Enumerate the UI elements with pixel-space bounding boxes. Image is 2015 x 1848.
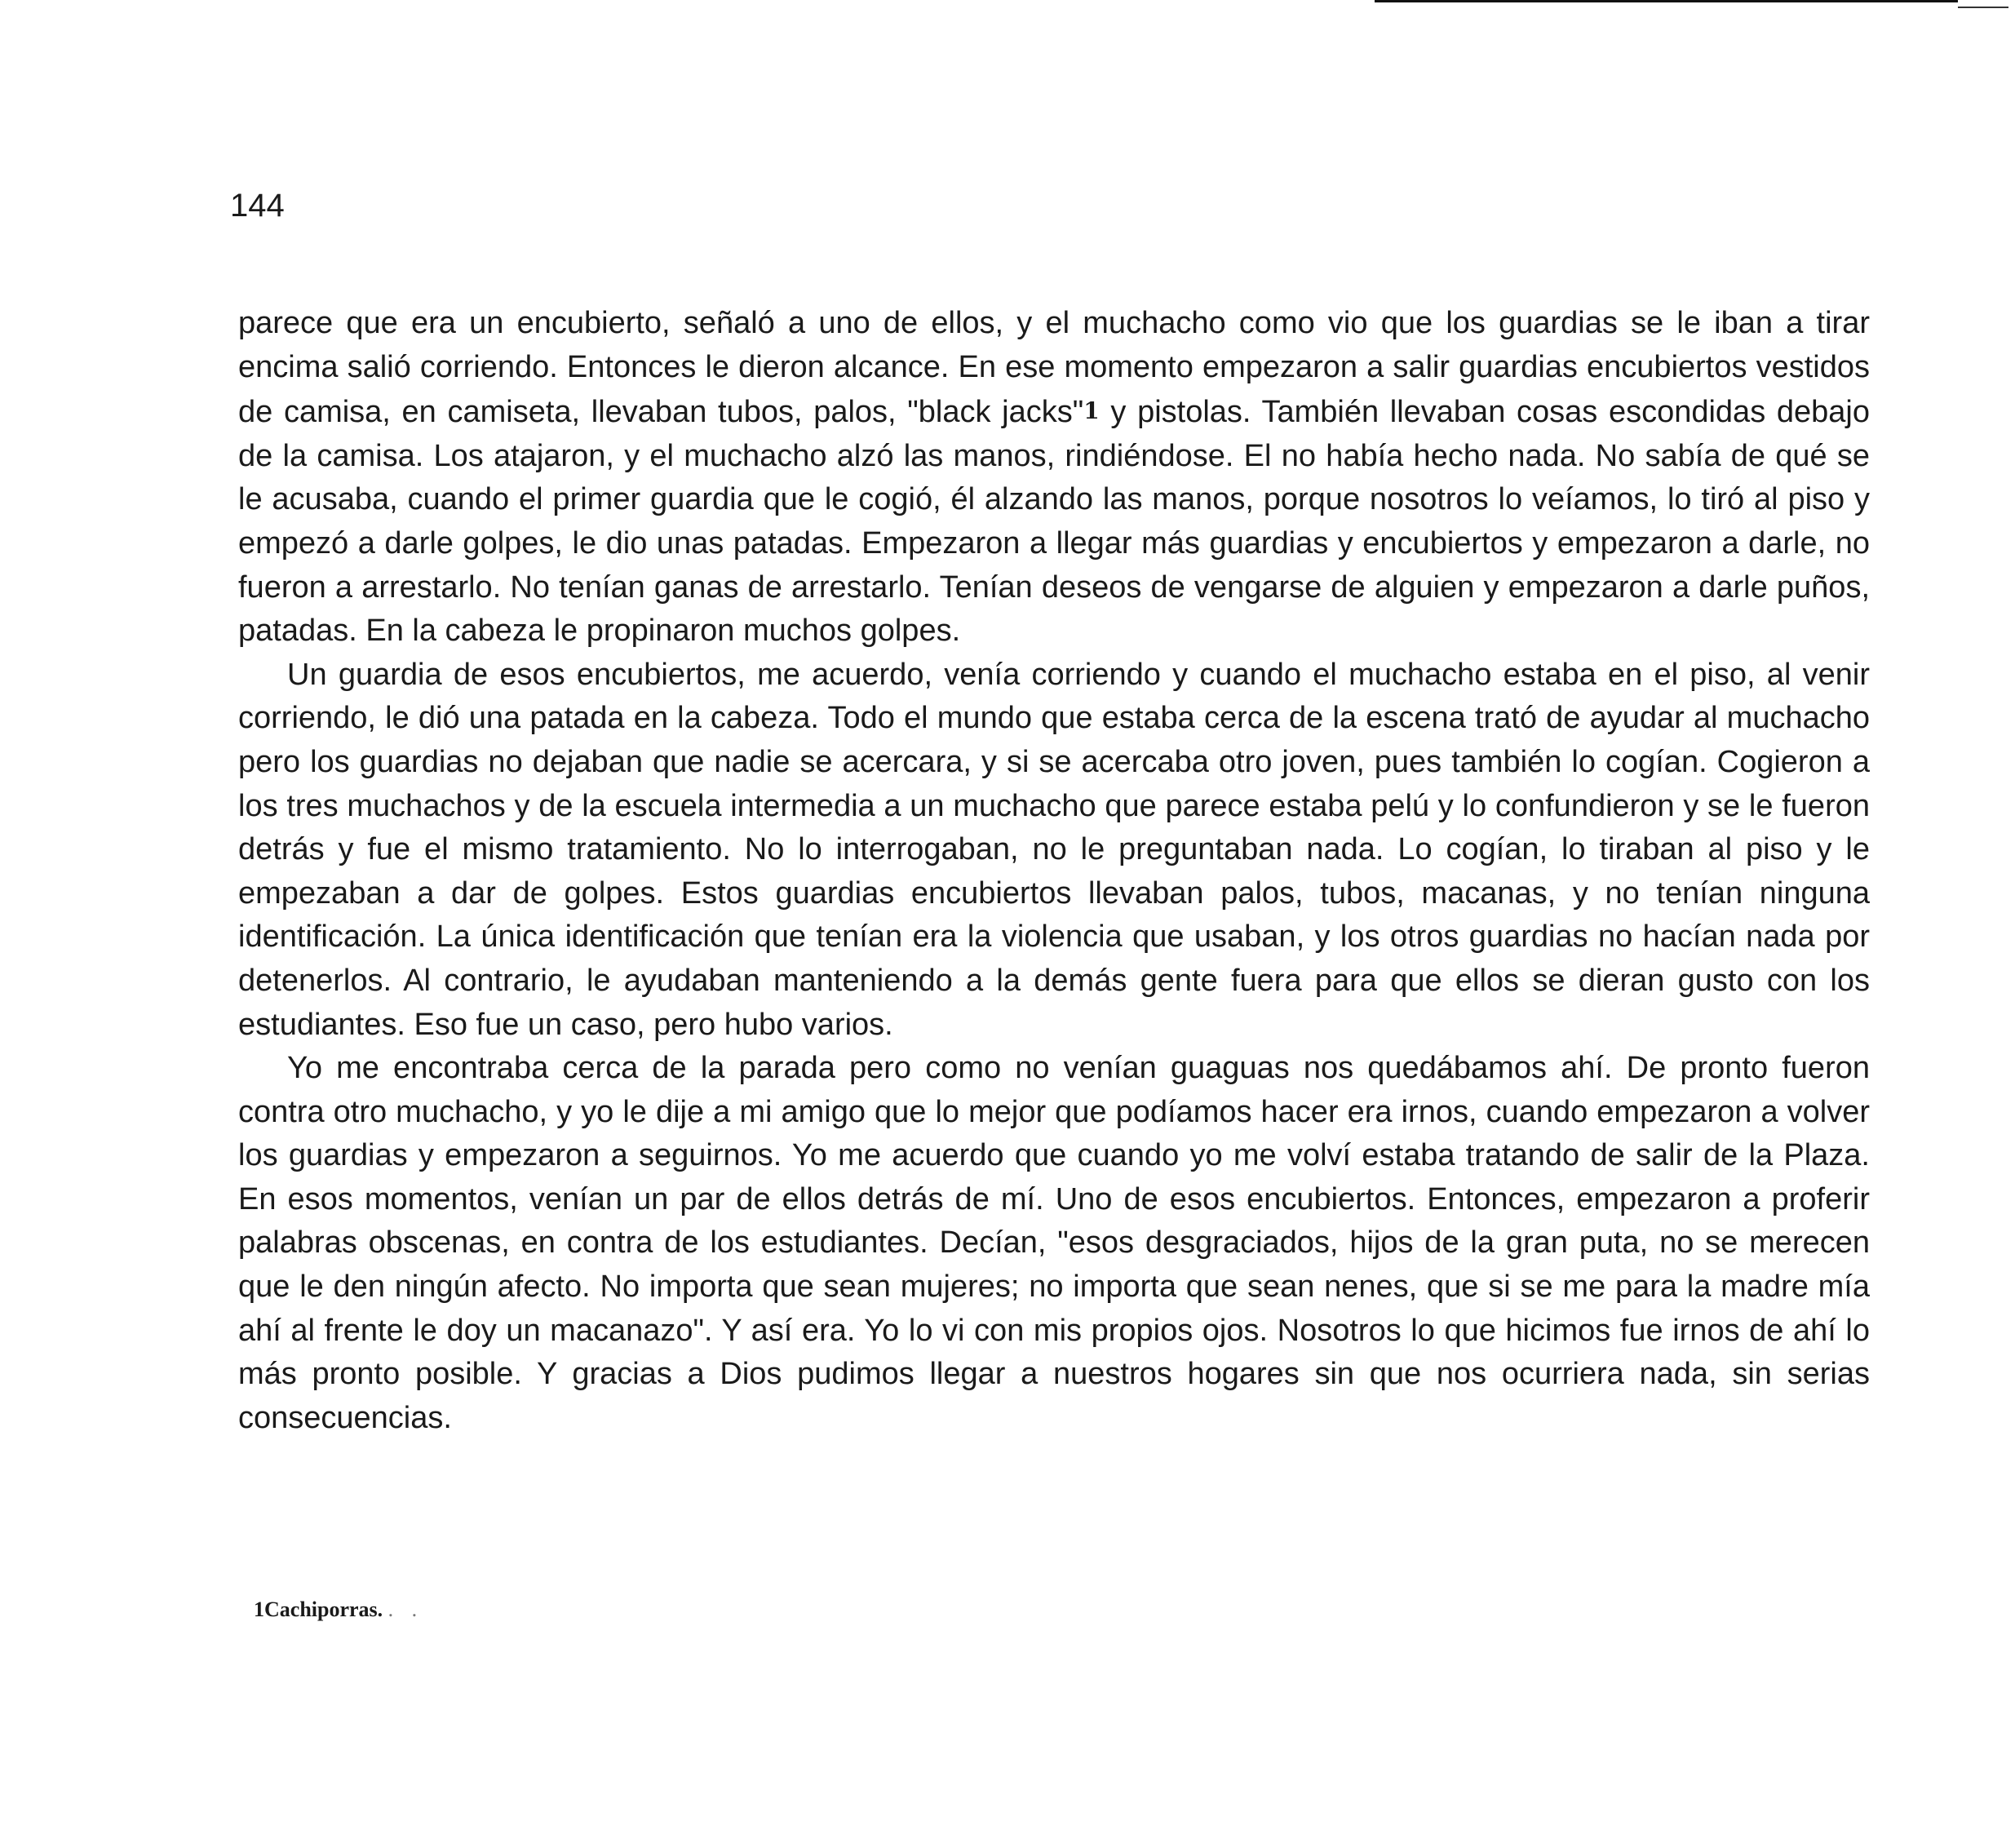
footnote-marker: 1 [254,1598,264,1621]
paragraph-3: Yo me encontraba cerca de la parada pero como no venían guaguas nos quedábamos ahí. De pronto fueron contra otro muchacho, y yo le dije a mi amigo que lo mejor que podíamos hacer era irnos, cuando empezaron a volver los guardias y empezaron a seguirnos. Yo me acuerdo que cuando yo me volví estaba tratando de salir de la Plaza. En esos momentos, venían un par de ellos detrás de mí. Uno de esos encubiertos. Entonces, empezaron a proferir palabras obscenas, en contra de los estudiantes. Decían, "esos desgraciados, hijos de la gran puta, no se merecen que le den ningún afecto. No importa que sean mujeres; no importa que sean nenes, que si se me para la madre mía ahí al frente le doy un macanazo". Y así era. Yo lo vi con mis propios ojos. Nosotros lo que hicimos fue irnos de ahí lo más pronto posible. Y gracias a Dios pudimos llegar a nuestros hogares sin que nos ocurriera nada, sin serias consecuencias. [238,1051,1870,1435]
top-rule [1375,0,1958,2]
footnote-text: Cachiporras. [264,1598,383,1621]
footnote-trailing-dots: . . [388,1598,424,1621]
page-number: 144 [230,188,285,224]
footnote [254,1595,423,1624]
footnote-reference: 1 [1083,397,1100,425]
paragraph-1 [238,302,1870,654]
paragraph-1-part-a: parece que era un encubierto, señaló a uno de ellos, y el muchacho como vio que los guardias se le iban a tirar encima salió corriendo. Entonces le dieron alcance. En ese momento empezaron a salir guardias encubiertos vestidos de camisa, en camiseta, llevaban tubos, palos, "black jacks" [238,306,1870,430]
paragraph-2: Un guardia de esos encubiertos, me acuerdo, venía corriendo y cuando el muchacho estaba en el piso, al venir corriendo, le dió una patada en la cabeza. Todo el mundo que estaba cerca de la escena trató de ayudar al muchacho pero los guardias no dejaban que nadie se acercara, y si se acercaba otro joven, pues también lo cogían. Cogieron a los tres muchachos y de la escuela intermedia a un muchacho que parece estaba pelú y lo confundieron y se le fueron detrás y fue el mismo tratamiento. No lo interrogaban, no le preguntaban nada. Lo cogían, lo tiraban al piso y le empezaban a dar de golpes. Estos guardias encubiertos llevaban palos, tubos, macanas, y no tenían ninguna identificación. La única identificación que tenían era la violencia que usaban, y los otros guardias no hacían nada por detenerlos. Al contrario, le ayudaban manteniendo a la demás gente fuera para que ellos se dieran gusto con los estudiantes. Eso fue un caso, pero hubo varios. [238,657,1870,1042]
body-text [238,302,1870,1440]
top-rule-tail [1958,7,2008,8]
paragraph-1-part-b: y pistolas. También llevaban cosas escondidas debajo de la camisa. Los atajaron, y el muchacho alzó las manos, rindiéndose. El no había hecho nada. No sabía de qué se le acusaba, cuando el primer guardia que le cogió, él alzando las manos, porque nosotros lo veíamos, lo tiró al piso y empezó a darle golpes, le dio unas patadas. Empezaron a llegar más guardias y encubiertos y empezaron a darle, no fueron a arrestarlo. No tenían ganas de arrestarlo. Tenían deseos de vengarse de alguien y empezaron a darle puños, patadas. En la cabeza le propinaron muchos golpes. [238,395,1870,649]
